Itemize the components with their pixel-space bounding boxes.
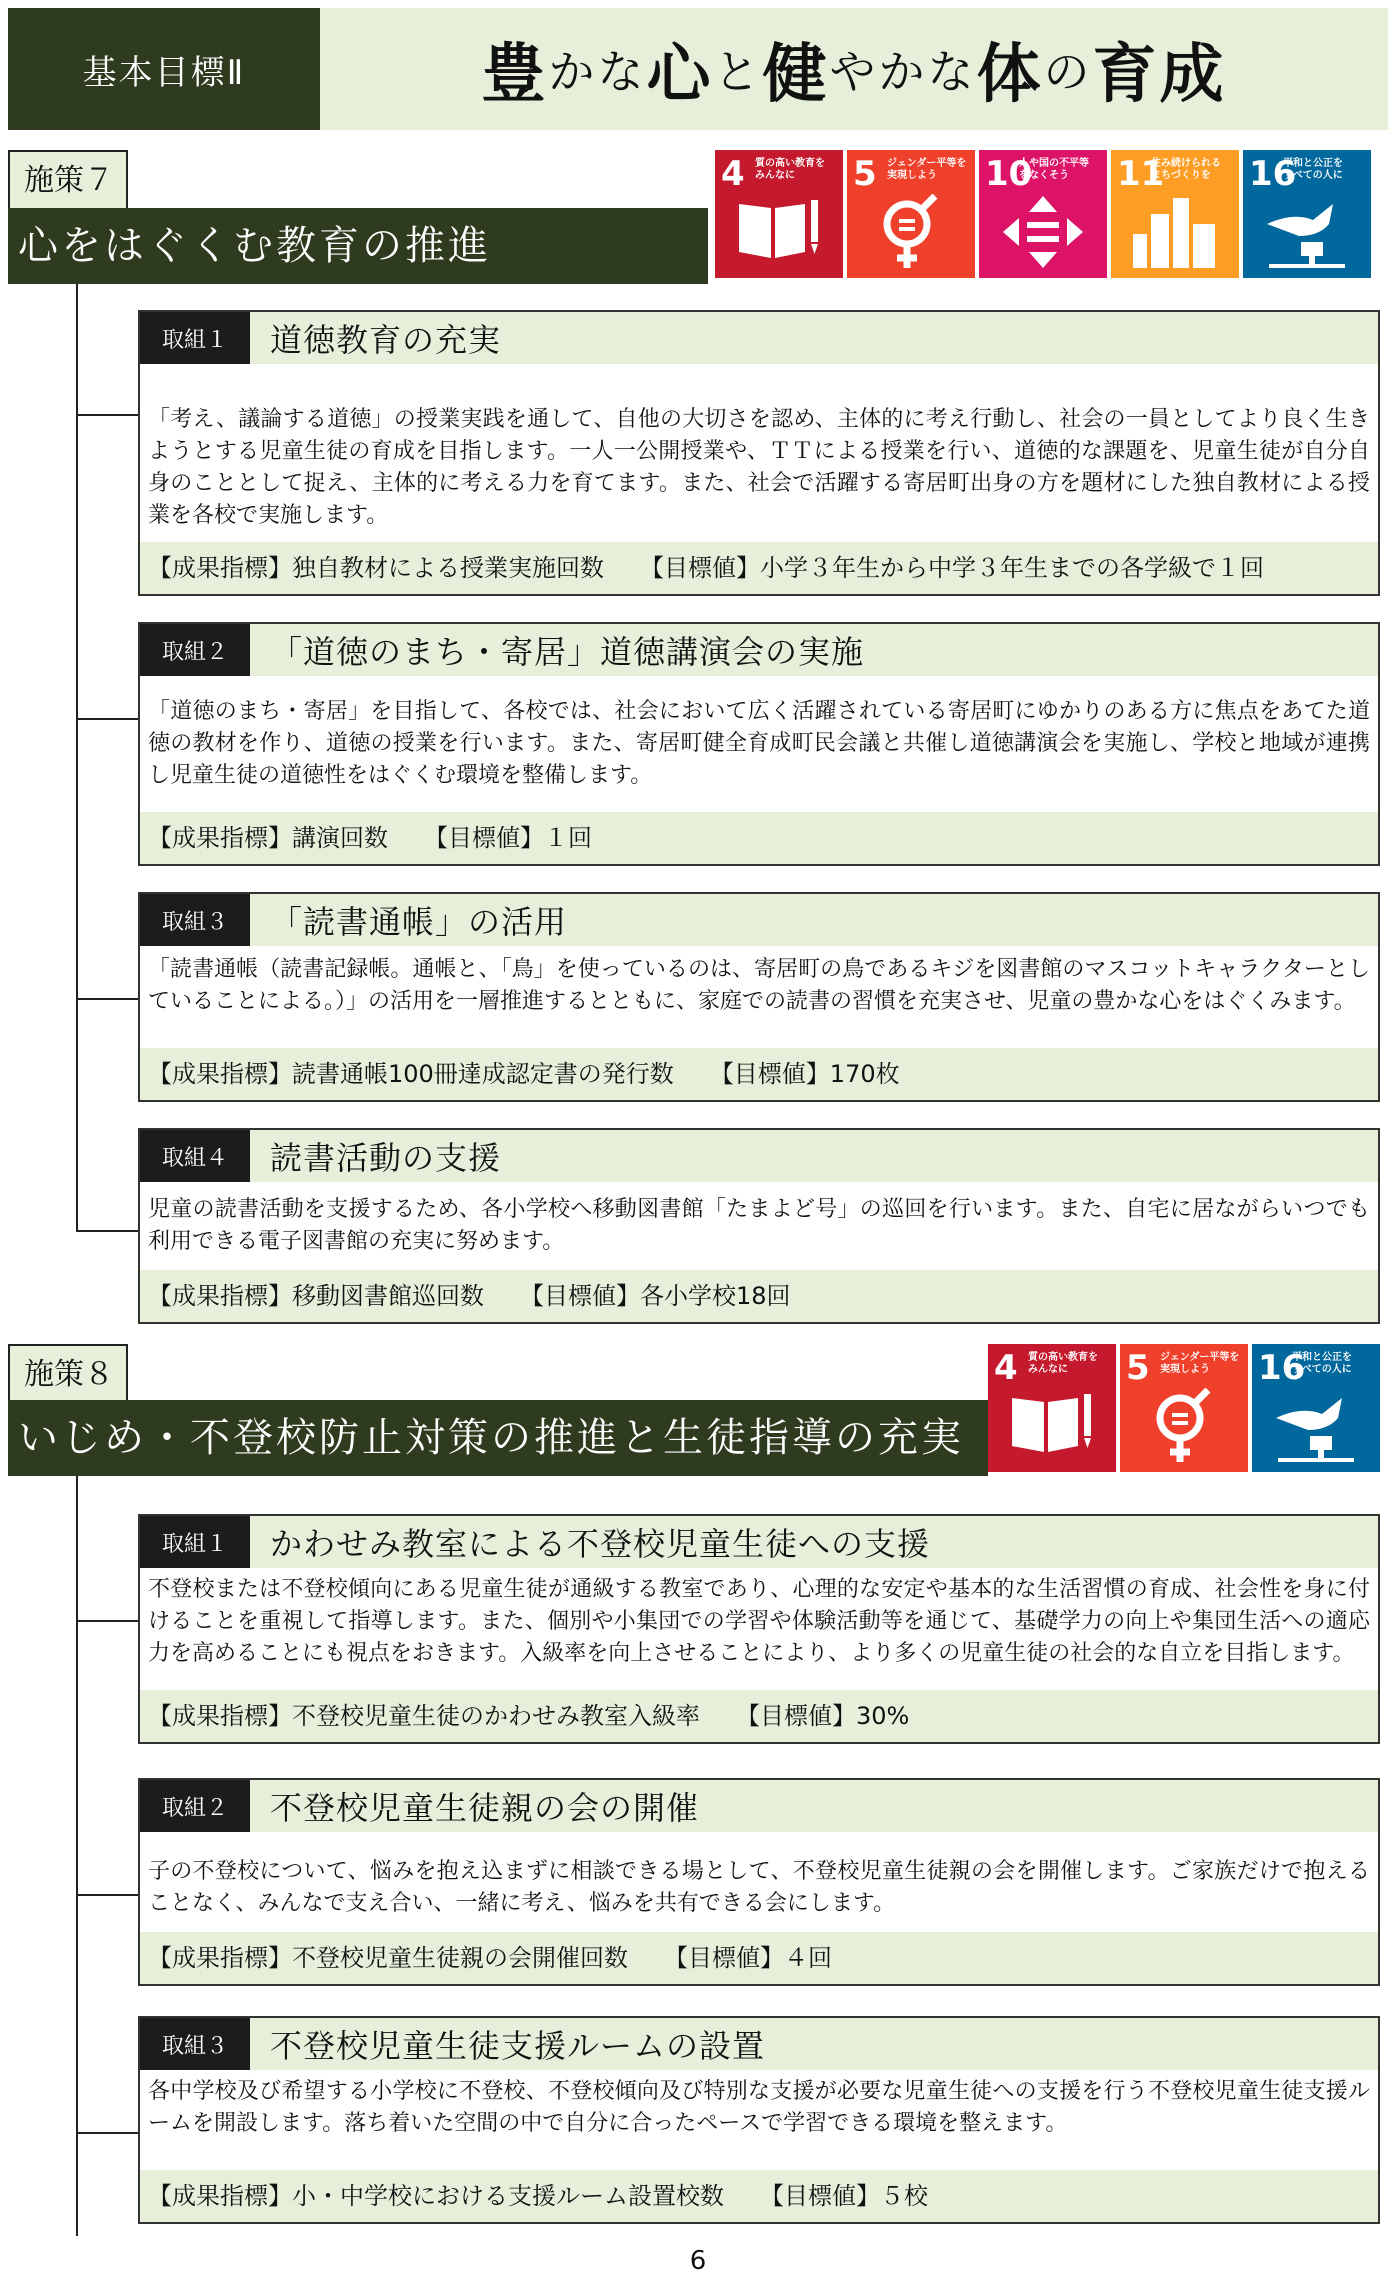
card-header (140, 2018, 1378, 2070)
card-header (140, 1516, 1378, 1568)
indicator-row (140, 1690, 1378, 1742)
initiative-card (138, 1514, 1380, 1744)
sdg-number: 5 (853, 154, 877, 194)
measure-8-label: 施策８ (8, 1344, 128, 1404)
initiative-card (138, 1778, 1380, 1986)
sdg-number: 16 (1258, 1348, 1306, 1388)
initiative-tag: 取組１ (140, 312, 250, 364)
book-pencil-icon (735, 194, 823, 264)
indicator-row (140, 1932, 1378, 1984)
initiative-card (138, 2016, 1380, 2224)
sdg-16-badge (1243, 150, 1371, 278)
sdg-number: 4 (721, 154, 745, 194)
basic-goal-label: 基本目標Ⅱ (8, 8, 320, 130)
initiative-description: 「道徳のまち・寄居」を目指して、各校では、社会において広く活躍されている寄居町にゆかりのある方に焦点をあてた道徳の教材を作り、道徳の授業を行います。また、寄居町健全育成町民会議と共催し道徳講演会を実施し、学校と地域が連携し児童生徒の道徳性をはぐくむ環境を整備します。 (148, 699, 1370, 788)
sdg-label: ジェンダー平等を 実現しよう (1160, 1352, 1240, 1375)
title-part: の (1043, 45, 1093, 99)
indicator-row (140, 542, 1378, 594)
target-value: 【目標値】170枚 (709, 1060, 900, 1088)
initiative-title: 「読書通帳」の活用 (270, 903, 568, 941)
sdg-number: 16 (1249, 154, 1297, 194)
target-value: 【目標値】５校 (760, 2182, 928, 2210)
sdg-16-badge (1252, 1344, 1380, 1472)
result-indicator: 【成果指標】講演回数 (148, 824, 388, 852)
tree-connector (76, 1230, 138, 1232)
initiative-title: 不登校児童生徒支援ルームの設置 (270, 2027, 766, 2065)
measure-7-label: 施策７ (8, 150, 128, 210)
result-indicator: 【成果指標】移動図書館巡回数 (148, 1282, 484, 1310)
result-indicator: 【成果指標】小・中学校における支援ルーム設置校数 (148, 2182, 724, 2210)
initiative-description: 「読書通帳（読書記録帳。通帳と、「鳥」を使っているのは、寄居町の鳥であるキジを図書館のマスコットキャラクターとしていることによる。）」の活用を一層推進するとともに、家庭での読書の習慣を充実させ、児童の豊かな心をはぐくみます。 (148, 957, 1370, 1014)
book-pencil-icon (1008, 1388, 1096, 1458)
sdg-label: 質の高い教育を みんなに (755, 158, 825, 181)
tree-connector (76, 284, 78, 1230)
card-header (140, 624, 1378, 676)
result-indicator: 【成果指標】独自教材による授業実施回数 (148, 554, 604, 582)
initiative-tag: 取組３ (140, 2018, 250, 2070)
card-header (140, 1130, 1378, 1182)
title-part: 育成 (1092, 38, 1227, 112)
sdg-5-badge (847, 150, 975, 278)
indicator-row (140, 2170, 1378, 2222)
sdg-label: 住み続けられる まちづくりを (1151, 158, 1221, 181)
initiative-description: 各中学校及び希望する小学校に不登校、不登校傾向及び特別な支援が必要な児童生徒への支援を行う不登校児童生徒支援ルームを開設します。落ち着いた空間の中で自分に合ったペースで学習できる環境を整えます。 (148, 2079, 1370, 2136)
target-value: 【目標値】１回 (424, 824, 592, 852)
dove-gavel-icon (1272, 1388, 1360, 1464)
title-part: かな (548, 45, 647, 99)
measure-8-title: いじめ・不登校防止対策の推進と生徒指導の充実 (8, 1400, 988, 1476)
initiative-description: 児童の読書活動を支援するため、各小学校へ移動図書館「たまよど号」の巡回を行います。また、自宅に居ながらいつでも利用できる電子図書館の充実に努めます。 (148, 1197, 1370, 1254)
sdg-label: 人や国の不平等 をなくそう (1019, 158, 1089, 181)
indicator-row (140, 812, 1378, 864)
indicator-row (140, 1270, 1378, 1322)
initiative-card (138, 622, 1380, 866)
initiative-tag: 取組１ (140, 1516, 250, 1568)
page-number: 6 (689, 2246, 707, 2276)
target-value: 【目標値】30% (736, 1702, 910, 1730)
card-header (140, 312, 1378, 364)
title-part: やかな (829, 45, 977, 99)
sdg-number: 10 (985, 154, 1033, 194)
title-part: 健 (762, 38, 830, 112)
result-indicator: 【成果指標】不登校児童生徒のかわせみ教室入級率 (148, 1702, 700, 1730)
tree-connector (76, 718, 138, 720)
tree-connector (76, 1620, 138, 1622)
sdg-number: 4 (994, 1348, 1018, 1388)
tree-connector (76, 414, 138, 416)
sdg-label: 質の高い教育を みんなに (1028, 1352, 1098, 1375)
initiative-description: 子の不登校について、悩みを抱え込まずに相談できる場として、不登校児童生徒親の会を開催します。ご家族だけで抱えることなく、みんなで支え合い、一緒に考え、悩みを共有できる会にします。 (148, 1859, 1370, 1916)
dove-gavel-icon (1263, 194, 1351, 270)
target-value: 【目標値】各小学校18回 (520, 1282, 791, 1310)
target-value: 【目標値】小学３年生から中学３年生までの各学級で１回 (640, 554, 1264, 582)
city-buildings-icon (1131, 194, 1219, 270)
initiative-card (138, 892, 1380, 1102)
sdg-label: 平和と公正を すべての人に (1283, 158, 1343, 181)
initiative-title: 「道徳のまち・寄居」道徳講演会の実施 (270, 633, 865, 671)
initiative-tag: 取組２ (140, 1780, 250, 1832)
title-part: 体 (976, 38, 1044, 112)
initiative-title: 読書活動の支援 (270, 1139, 502, 1177)
sdg-11-badge (1111, 150, 1239, 278)
card-header (140, 1780, 1378, 1832)
sdg-number: 5 (1126, 1348, 1150, 1388)
initiative-tag: 取組４ (140, 1130, 250, 1182)
gender-equality-icon (867, 194, 955, 270)
title-part: 心 (646, 38, 714, 112)
tree-connector (76, 998, 138, 1000)
tree-connector (76, 1894, 138, 1896)
sdg-icons-measure-7 (715, 150, 1371, 278)
result-indicator: 【成果指標】不登校児童生徒親の会開催回数 (148, 1944, 628, 1972)
sdg-label: 平和と公正を すべての人に (1292, 1352, 1352, 1375)
initiative-title: かわせみ教室による不登校児童生徒への支援 (270, 1525, 931, 1563)
measure-7-title: 心をはぐくむ教育の推進 (8, 208, 708, 284)
title-part: 豊 (481, 38, 549, 112)
result-indicator: 【成果指標】読書通帳100冊達成認定書の発行数 (148, 1060, 674, 1088)
initiative-title: 道徳教育の充実 (270, 321, 502, 359)
title-part: と (713, 45, 763, 99)
sdg-icons-measure-8 (988, 1344, 1380, 1472)
sdg-label: ジェンダー平等を 実現しよう (887, 158, 967, 181)
gender-equality-icon (1140, 1388, 1228, 1464)
initiative-description: 「考え、議論する道徳」の授業実践を通して、自他の大切さを認め、主体的に考え行動し、社会の一員としてより良く生きようとする児童生徒の育成を目指します。一人一公開授業や、ＴＴによる授業を行い、道徳的な課題を、児童生徒が自分自身のこととして捉え、主体的に考える力を育てます。また、社会で活躍する寄居町出身の方を題材にした独自教材による授業を各校で実施します。 (148, 407, 1370, 528)
sdg-4-badge (988, 1344, 1116, 1472)
initiative-tag: 取組３ (140, 894, 250, 946)
tree-connector (76, 2132, 138, 2134)
initiative-card (138, 1128, 1380, 1324)
initiative-card (138, 310, 1380, 596)
target-value: 【目標値】４回 (664, 1944, 832, 1972)
sdg-5-badge (1120, 1344, 1248, 1472)
page-title (320, 8, 1388, 130)
initiative-tag: 取組２ (140, 624, 250, 676)
sdg-number: 11 (1117, 154, 1165, 194)
tree-connector (76, 1476, 78, 2236)
sdg-4-badge (715, 150, 843, 278)
sdg-10-badge (979, 150, 1107, 278)
initiative-description: 不登校または不登校傾向にある児童生徒が通級する教室であり、心理的な安定や基本的な生活習慣の育成、社会性を身に付けることを重視して指導します。また、個別や小集団での学習や体験活動等を通じて、基礎学力の向上や集団生活への適応力を高めることにも視点をおきます。入級率を向上させることにより、より多くの児童生徒の社会的な自立を目指します。 (148, 1577, 1370, 1666)
reduced-inequality-icon (999, 194, 1087, 270)
initiative-title: 不登校児童生徒親の会の開催 (270, 1789, 700, 1827)
card-header (140, 894, 1378, 946)
indicator-row (140, 1048, 1378, 1100)
